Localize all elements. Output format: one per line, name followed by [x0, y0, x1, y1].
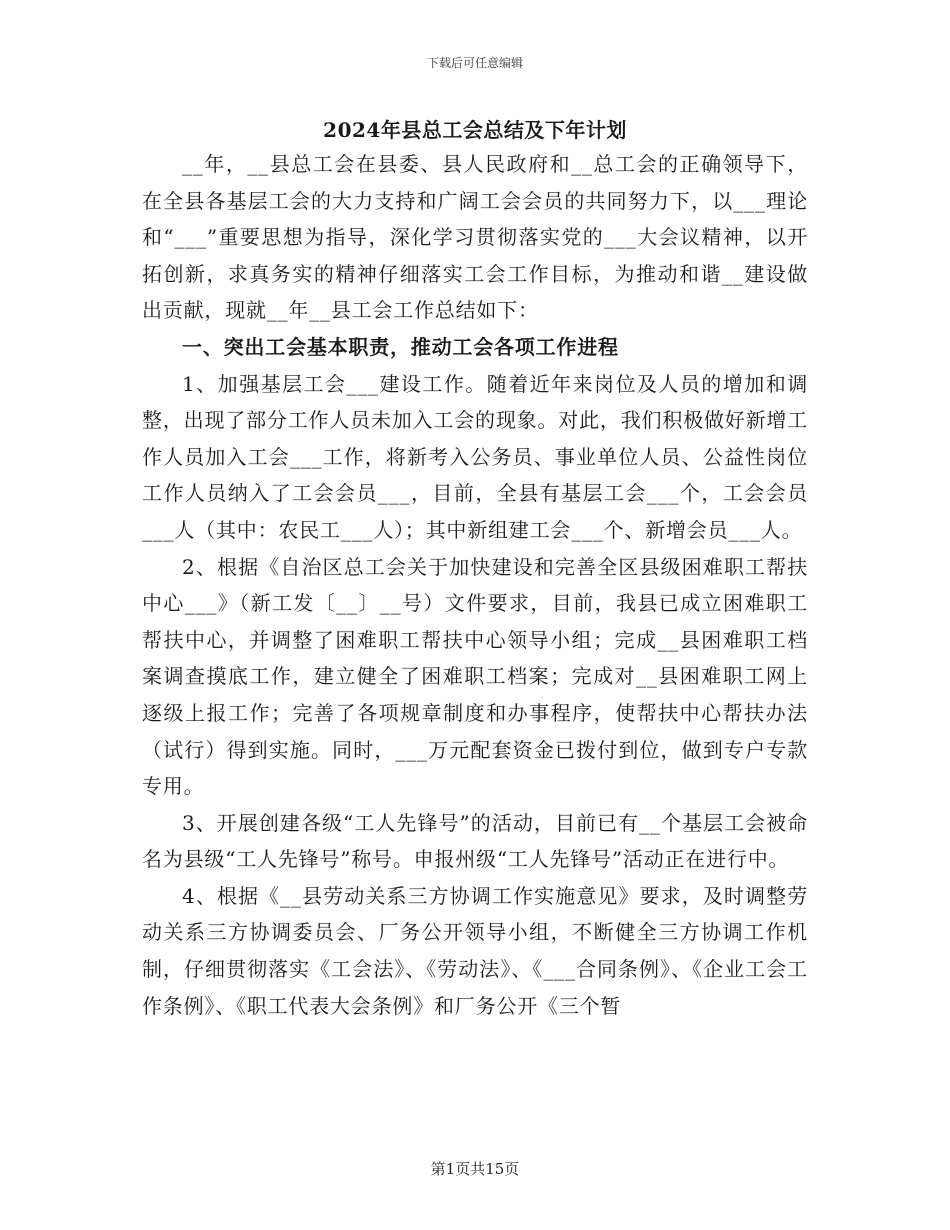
item-paragraph-1: 1、加强基层工会___建设工作。随着近年来岗位及人员的增加和调整，出现了部分工作人员未加入工会的现象。对此，我们积极做好新增工作人员加入工会___工作，将新考入公务员、事业单位人员、公益性岗位工作人员纳入了工会会员___，目前，全县有基层工会___个，工会会员___人（其中：农民工___人）；其中新组建工会___个、新增会员___人。: [142, 371, 808, 542]
item-paragraph-3: 3、开展创建各级“工人先锋号”的活动，目前已有__个基层工会被命名为县级“工人先锋号”称号。申报州级“工人先锋号”活动正在进行中。: [142, 810, 808, 872]
document-title: 2024年县总工会总结及下年计划: [323, 118, 627, 142]
intro-paragraph: __年，__县总工会在县委、县人民政府和__总工会的正确领导下，在全县各基层工会的大力支持和广阔工会会员的共同努力下，以___理论和“___”重要思想为指导，深化学习贯彻落实党的___大会议精神，以开拓创新，求真务实的精神仔细落实工会工作目标，为推动和谐__建设做出贡献，现就__年__县工会工作总结如下：: [142, 152, 808, 323]
item-paragraph-4: 4、根据《__县劳动关系三方协调工作实施意见》要求，及时调整劳动关系三方协调委员会、厂务公开领导小组，不断健全三方协调工作机制，仔细贯彻落实《工会法》、《劳动法》、《___合同条例》、《企业工会工作条例》、《职工代表大会条例》和厂务公开《三个暂: [142, 883, 808, 1018]
section-heading: 一、突出工会基本职责，推动工会各项工作进程: [182, 334, 619, 359]
header-note: 下载后可任意编辑: [426, 56, 523, 70]
document-body: [142, 146, 808, 1024]
item-paragraph-2: 2、根据《自治区总工会关于加快建设和完善全区县级困难职工帮扶中心___》（新工发〔__〕__号）文件要求，目前，我县已成立困难职工帮扶中心，并调整了困难职工帮扶中心领导小组；完成__县困难职工档案调查摸底工作，建立健全了困难职工档案；完成对__县困难职工网上逐级上报工作；完善了各项规章制度和办事程序，使帮扶中心帮扶办法（试行）得到实施。同时，___万元配套资金已拨付到位，做到专户专款专用。: [142, 554, 808, 799]
page-footer: 第1页共15页: [430, 1160, 520, 1178]
